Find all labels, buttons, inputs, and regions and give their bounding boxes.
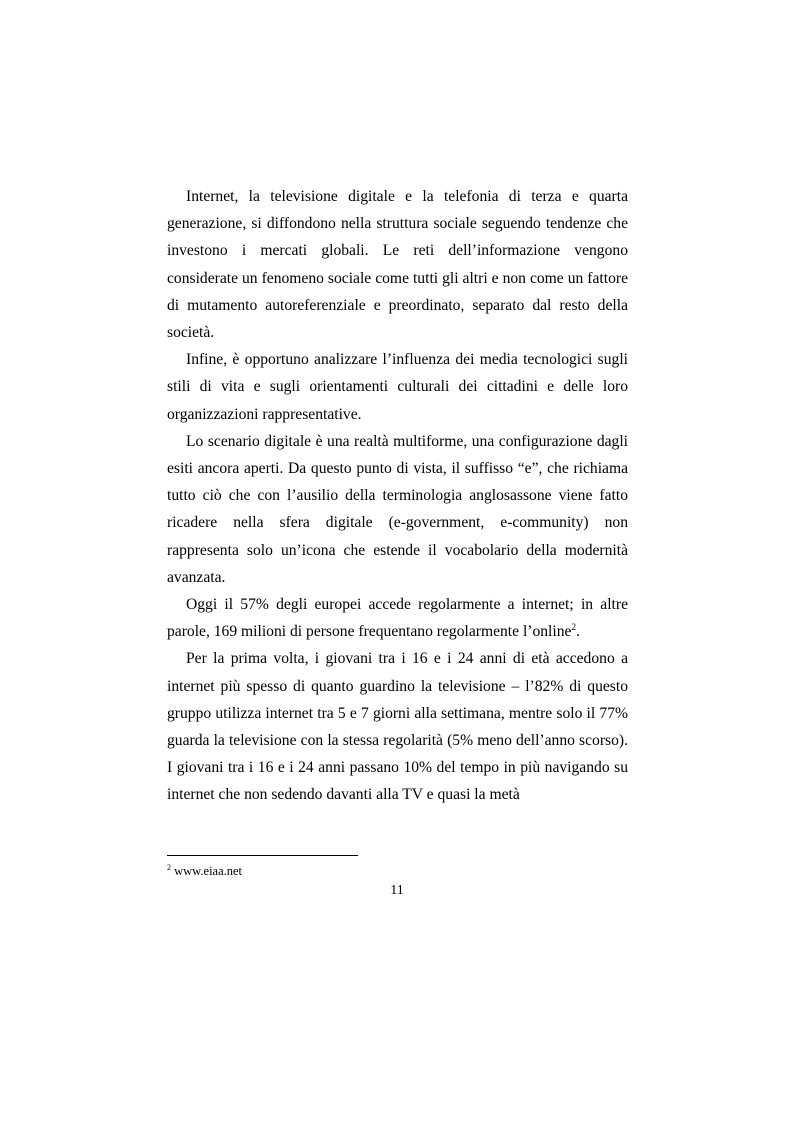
paragraph-2: Infine, è opportuno analizzare l’influenza dei media tecnologici sugli stili di vita e sugli orientamenti culturali dei cittadini e delle loro organizzazioni rappresentative.	[167, 351, 628, 423]
paragraph-4-end: .	[575, 623, 580, 641]
footnote	[167, 863, 242, 879]
paragraph-4-text: Oggi il 57% degli europei accede regolarmente a internet; in altre parole, 169 milioni di persone frequentano regolarmente l’online	[167, 596, 628, 641]
footnote-reference[interactable]: 2	[571, 622, 576, 633]
paragraph-4	[167, 591, 628, 645]
footnote-number: 2	[167, 862, 171, 872]
page-number: 11	[390, 883, 404, 898]
footnote-divider	[167, 855, 358, 856]
footnote-text: www.eiaa.net	[174, 864, 243, 878]
page-body	[167, 183, 628, 809]
paragraph-3: Lo scenario digitale è una realtà multiforme, una configurazione dagli esiti ancora aperti. Da questo punto di vista, il suffisso “e”, che richiama tutto ciò che con l’ausilio della terminologia anglosassone viene fatto ricadere nella sfera digitale (e-government, e-community) non rappresenta solo un’icona che estende il vocabolario della modernità avanzata.	[167, 432, 628, 586]
paragraph-5: Per la prima volta, i giovani tra i 16 e i 24 anni di età accedono a internet più spesso di quanto guardino la televisione – l’82% di questo gruppo utilizza internet tra 5 e 7 giorni alla settimana, mentre solo il 77% guarda la televisione con la stessa regolarità (5% meno dell’anno scorso). I giovani tra i 16 e i 24 anni passano 10% del tempo in più navigando su internet che non sedendo davanti alla TV e quasi la metà	[167, 650, 628, 804]
paragraph-1: Internet, la televisione digitale e la telefonia di terza e quarta generazione, si diffondono nella struttura sociale seguendo tendenze che investono i mercati globali. Le reti dell’informazione vengono considerate un fenomeno sociale come tutti gli altri e non come un fattore di mutamento autoreferenziale e preordinato, separato dal resto della società.	[167, 188, 628, 342]
